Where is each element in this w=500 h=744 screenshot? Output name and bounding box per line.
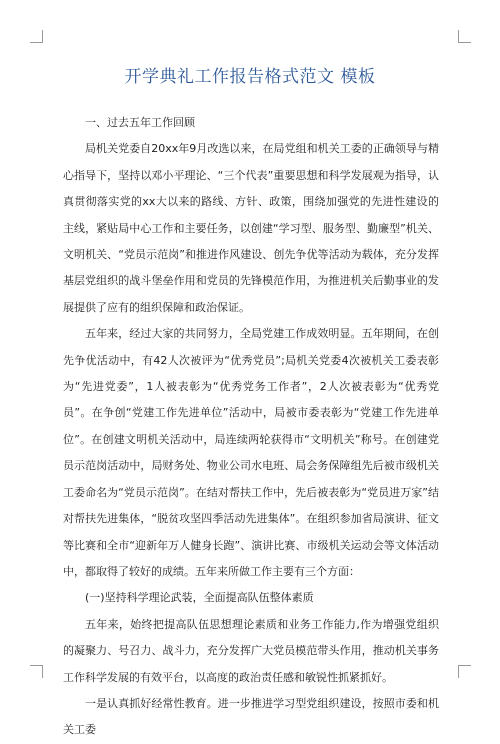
document-body <box>63 110 439 744</box>
crop-mark-top-left <box>30 30 43 43</box>
document-title: 开学典礼工作报告格式范文 模板 <box>124 67 376 87</box>
crop-mark-top-right <box>458 30 471 43</box>
crop-mark-bottom-left <box>30 665 43 678</box>
body-paragraph: 局机关党委自20xx年9月改选以来，在局党组和机关工委的正确领导与精心指导下，坚持以邓小平理论、“三个代表”重要思想和科学发展观为指导，认真贯彻落实党的xx大以来的路线、方针、政策，围绕加强党的先进性建设的主线，紧贴局中心工作和主要任务，以创建“学习型、服务型、勤廉型”机关、文明机关、“党员示范岗”和推进作风建设、创先争优等活动为载体，充分发挥基层党组织的战斗堡垒作用和党员的先锋模范作用，为推进机关后勤事业的发展提供了应有的组织保障和政治保证。 <box>63 142 439 314</box>
subsection-heading: (一)坚持科学理论武装，全面提高队伍整体素质 <box>85 591 314 605</box>
section-heading: 一、过去五年工作回顾 <box>85 116 195 129</box>
body-paragraph: 一是认真抓好经常性教育。进一步推进学习型党组织建设，按照市委和机关工委 <box>63 696 439 737</box>
crop-mark-bottom-right <box>458 665 471 678</box>
body-paragraph: 五年来，经过大家的共同努力，全局党建工作成效明显。五年期间，在创先争优活动中，有42人次被评为“优秀党员”;局机关党委4次被机关工委表彰为“先进党委”，1人被表彰为“优秀党务工作者”，2人次被表彰为“优秀党员”。在争创“党建工作先进单位”活动中，局被市委表彰为“党建工作先进单位”。在创建文明机关活动中，局连续两轮获得市“文明机关”称号。在创建党员示范岗活动中，局财务处、物业公司水电班、局会务保障组先后被市级机关工委命名为“党员示范岗”。在结对帮扶工作中，先后被表彰为“党员进万家”结对帮扶先进集体，“脱贫攻坚四季活动先进集体”。在组织参加省局演讲、征文等比赛和全市“迎新年万人健身长跑”、演讲比赛、市级机关运动会等文体活动中，都取得了较好的成绩。五年来所做工作主要有三个方面： <box>63 327 439 578</box>
body-paragraph: 五年来，始终把提高队伍思想理论素质和业务工作能力,作为增强党组织的凝聚力、号召力、战斗力，充分发挥广大党员模范带头作用，推动机关事务工作科学发展的有效平台，以高度的政治责任感和敏锐性抓紧抓好。 <box>63 617 439 684</box>
